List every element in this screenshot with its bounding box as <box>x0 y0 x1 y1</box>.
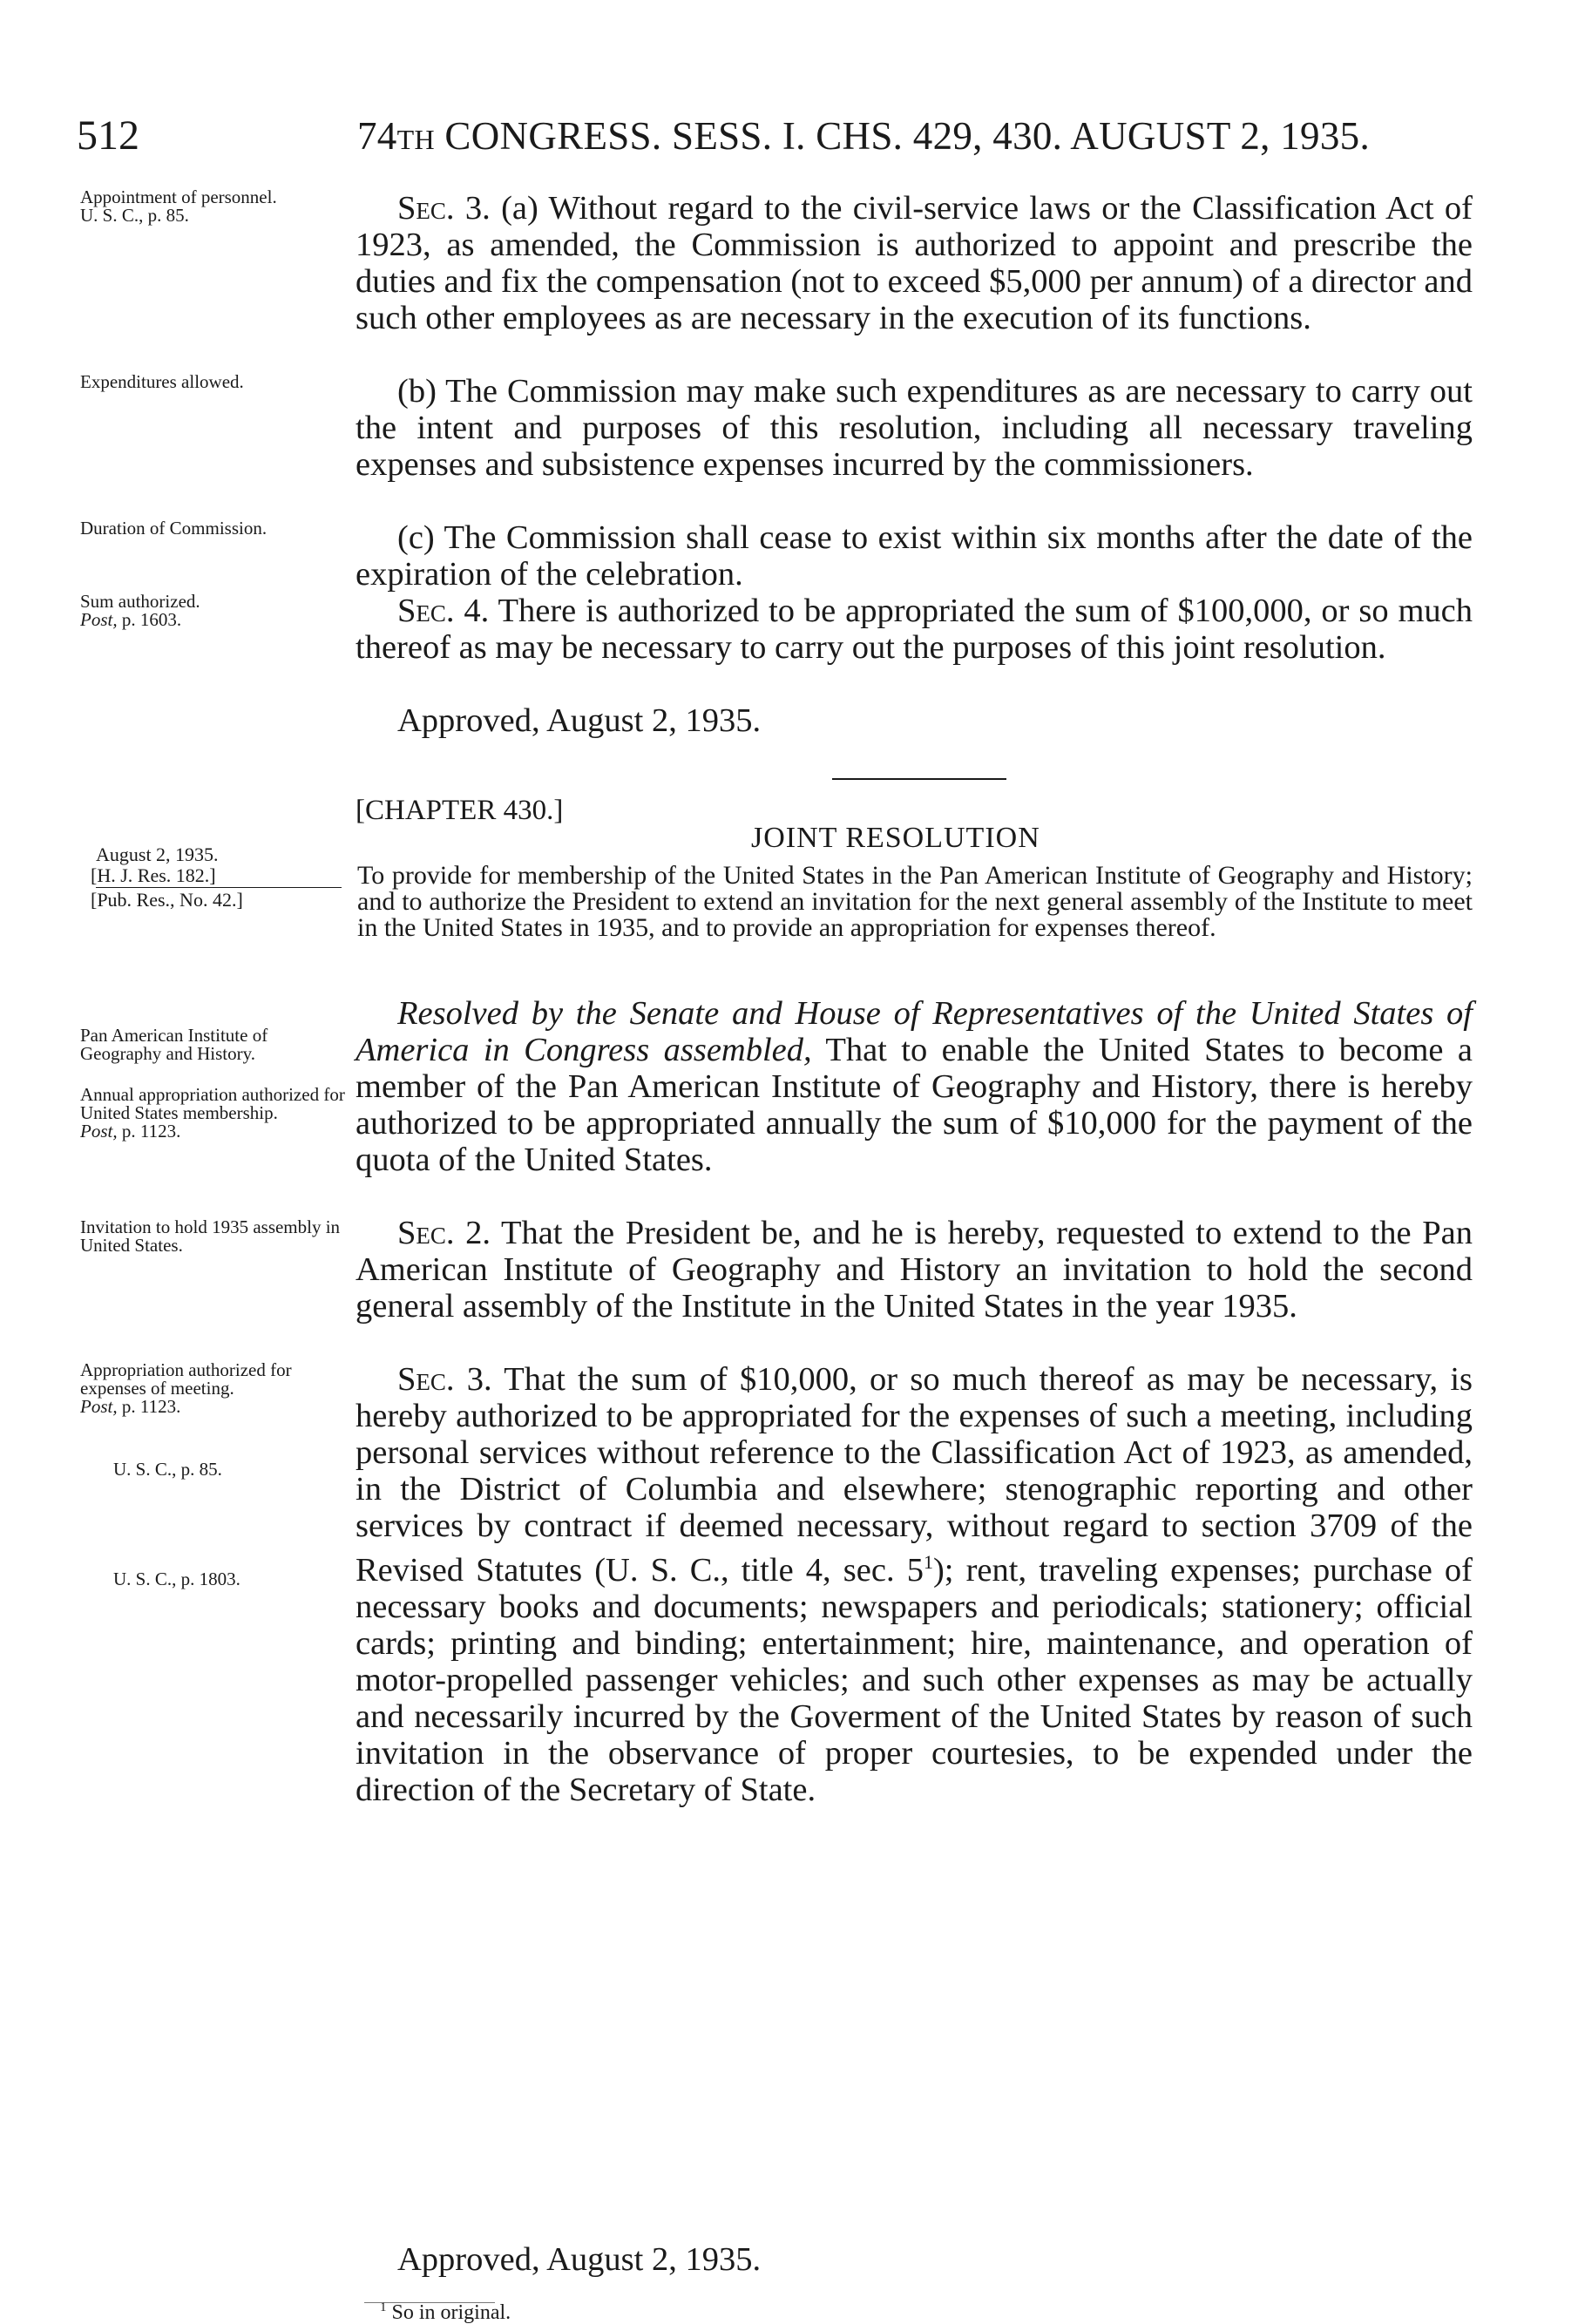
margin-usc-1803: U. S. C., p. 1803. <box>113 1569 240 1589</box>
sec-3a-paragraph <box>356 190 1473 336</box>
pubres-number: [Pub. Res., No. 42.] <box>91 889 243 911</box>
sec-2-text: That the President be, and he is hereby, requested to extend to the Pan American Institute of Geography and History an invitation to hold the second general assembly of the Institute in the United States in the year 1935. <box>356 1215 1473 1325</box>
sec-3-text-a: That the sum of $10,000, or so much thereof as may be necessary, is hereby authorized to be appropriated for the expenses of such a meeting, including personal services without reference to the Classification Act of 1923, as amended, in the District of Columbia and elsewhere; stenographic reporting and other services by contract if deemed necessary, without regard to section 3709 of the Revised Statutes (U. S. C., title 4, sec. 5 <box>356 1361 1473 1589</box>
margin-appropriation-meeting <box>80 1361 350 1416</box>
approved-429: Approved, August 2, 1935. <box>397 702 762 739</box>
margin-usc-85: U. S. C., p. 85. <box>113 1459 222 1480</box>
congress-number: 74 <box>357 114 397 158</box>
joint-resolution-heading: JOINT RESOLUTION <box>751 822 1040 854</box>
footnote-text: So in original. <box>386 2301 511 2324</box>
sec-3-label: Sec. 3. <box>397 190 491 227</box>
footnote-reference: 1 <box>923 1551 933 1573</box>
margin-expenditures: Expenditures allowed. <box>80 371 244 392</box>
sec-3b-text: (b) The Commission may make such expenditures as are necessary to carry out the intent and purposes of this resolution, including all necessary traveling expenses and subsistence expenses incurred by the commissioners. <box>356 373 1473 483</box>
margin-duration: Duration of Commission. <box>80 518 268 539</box>
sec-4-paragraph <box>356 593 1473 666</box>
sec-3-paragraph <box>356 1361 1473 1808</box>
margin-annual-text: Annual appropriation authorized for United States membership. <box>80 1084 345 1123</box>
sec-3b-paragraph <box>356 373 1473 483</box>
hjres-number: [H. J. Res. 182.] <box>91 864 216 886</box>
running-head <box>357 112 1370 164</box>
page-number: 512 <box>77 112 139 159</box>
margin-pan-american: Pan American Institute of Geography and History. <box>80 1025 268 1064</box>
chapter-separator-rule <box>832 778 1006 780</box>
resolution-date: August 2, 1935. <box>96 844 219 865</box>
congress-ordinal: TH <box>396 124 435 155</box>
sec-4-label: Sec. 4. <box>397 593 490 629</box>
sec-1-text: That to enable the United States to become a member of the Pan American Institute of Geography and History, there is hereby authorized to be appropriated annually the sum of $10,000 for the payment of the quota of the United States. <box>356 1032 1473 1178</box>
margin-sum-post-page: p. 1603. <box>117 609 182 630</box>
running-title: CONGRESS. SESS. I. CHS. 429, 430. AUGUST 2, 1935. <box>434 114 1370 158</box>
sec-2-label: Sec. 2. <box>397 1215 491 1251</box>
margin-sum-authorized <box>80 593 298 629</box>
margin-annual-post-page: p. 1123. <box>117 1121 181 1142</box>
margin-appointment <box>80 188 298 225</box>
enacting-clause: Resolved by the Senate and House of Representatives of the United States of America in Congress assembled, <box>356 995 1473 1068</box>
margin-appointment-text: Appointment of personnel. <box>80 186 277 207</box>
sec-3-text-b: ); rent, traveling expenses; purchase of necessary books and documents; newspapers and periodicals; stationery; official cards; printing and binding; entertainment; hire, maintenance, and operation of motor-propelled passenger vehicles; and such other expenses as may be actually and necessarily incurred by the Goverment of the United States by reason of such invitation in the observance of proper courtesies, to be expended under the direction of the Secretary of State. <box>356 1551 1473 1808</box>
margin-meeting-post: Post, <box>80 1396 118 1417</box>
margin-annual-appropriation <box>80 1086 350 1141</box>
margin-appointment-cite: U. S. C., p. 85. <box>80 205 189 226</box>
resolution-title: To provide for membership of the United States in the Pan American Institute of Geography and History; and to authorize the President to extend an invitation for the next general assembly of the Institute to meet in the United States in 1935, and to provide an appropriation for expenses thereof. <box>357 861 1473 942</box>
margin-annual-post: Post, <box>80 1121 118 1142</box>
sec-3-label-430: Sec. 3. <box>397 1361 492 1398</box>
identifier-rule <box>96 887 342 888</box>
sec-3a-text: (a) Without regard to the civil-service laws or the Classification Act of 1923, as amended, the Commission is authorized to appoint and prescribe the duties and fix the compensation (not to exceed $5,000 per annum) of a director and such other employees as are necessary in the execution of its functions. <box>356 190 1473 336</box>
footnote-mark: 1 <box>380 2300 387 2314</box>
sec-2-paragraph <box>356 1215 1473 1325</box>
margin-invitation: Invitation to hold 1935 assembly in United States. <box>80 1216 341 1256</box>
sec-4-text: There is authorized to be appropriated the sum of $100,000, or so much thereof as may be necessary to carry out the purposes of this joint resolution. <box>356 593 1473 666</box>
approved-430: Approved, August 2, 1935. <box>397 2241 762 2278</box>
chapter-label: [CHAPTER 430.] <box>356 795 564 826</box>
footnote <box>380 2297 511 2323</box>
enacting-paragraph <box>356 995 1473 1178</box>
margin-meeting-post-page: p. 1123. <box>117 1396 181 1417</box>
margin-meeting-text: Appropriation authorized for expenses of meeting. <box>80 1359 292 1399</box>
margin-sum-post: Post, <box>80 609 118 630</box>
sec-3c-text: (c) The Commission shall cease to exist within six months after the date of the expiration of the celebration. <box>356 519 1473 593</box>
sec-3c-paragraph <box>356 519 1473 593</box>
margin-sum-text: Sum authorized. <box>80 591 200 612</box>
